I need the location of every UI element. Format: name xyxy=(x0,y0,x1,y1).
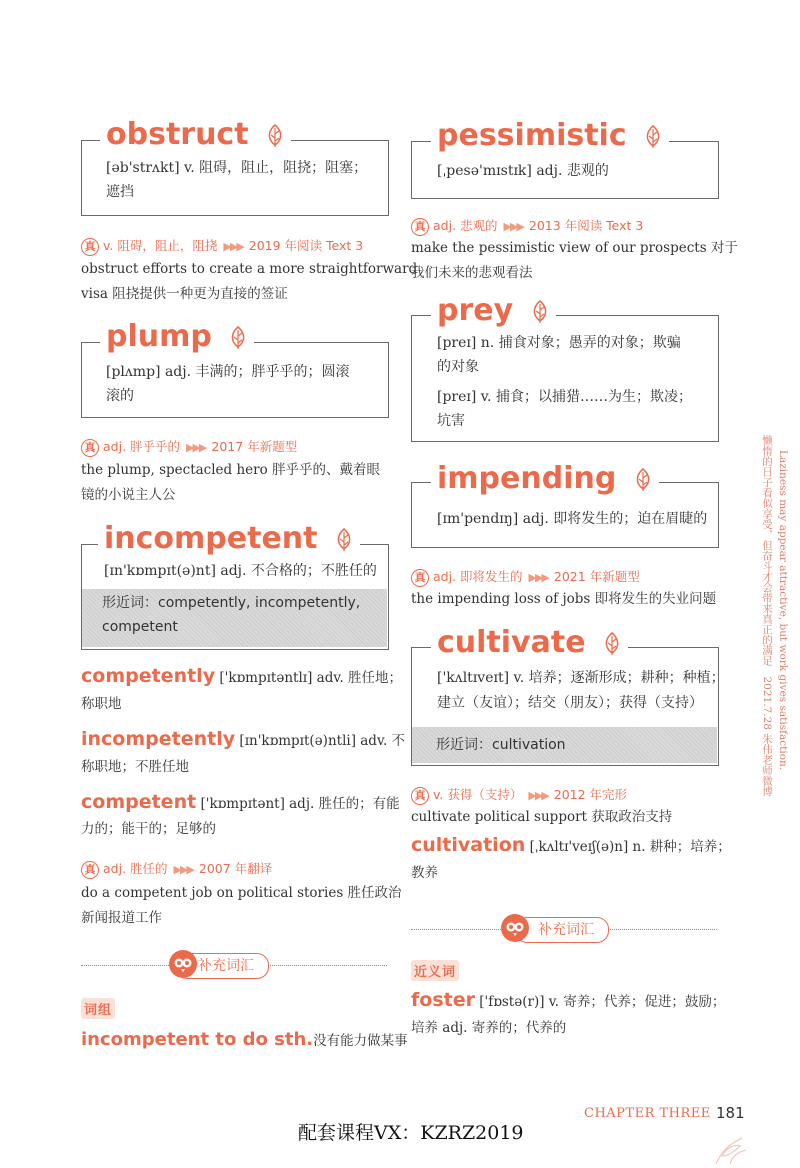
cultivate-headword: cultivate xyxy=(431,628,628,658)
arrow-icon: ▶▶▶ xyxy=(528,789,548,802)
pessimistic-example-1: make the pessimistic view of our prospects 对于 xyxy=(411,240,738,256)
plump-exam-note: 真 adj. 胖乎乎的 ▶▶▶ 2017 年新题型 xyxy=(81,437,297,457)
side-quote-chinese: 懒惰的日子看似享受，但奋斗才会带来真正的满足 2021.7.28 朱伟老师微博 xyxy=(761,435,773,797)
synonym-tag: 近义词 xyxy=(411,960,459,981)
owl-icon xyxy=(169,950,197,978)
zhen-badge-icon: 真 xyxy=(411,787,429,805)
competent-example-2: 新闻报道工作 xyxy=(81,910,162,926)
impending-headword: impending xyxy=(431,464,659,494)
plump-definition-2: 滚的 xyxy=(106,388,134,404)
foster-entry: foster ['fɒstə(r)] v. 寄养；代养；促进；鼓励； xyxy=(411,989,726,1011)
corner-leaf-decoration xyxy=(712,1130,752,1166)
prey-definition-4: 坑害 xyxy=(437,413,465,429)
pessimistic-headword: pessimistic xyxy=(431,121,669,151)
competently-entry: competently ['kɒmpɪtəntlɪ] adv. 胜任地； xyxy=(81,665,402,687)
page-number: 181 xyxy=(716,1104,745,1122)
impending-exam-note: 真 adj. 即将发生的 ▶▶▶ 2021 年新题型 xyxy=(411,567,640,587)
leaf-icon xyxy=(602,632,622,656)
supplement-header-left xyxy=(81,950,387,980)
plump-example-2: 镜的小说主人公 xyxy=(81,487,176,503)
plump-headword: plump xyxy=(100,322,254,352)
zhen-badge-icon: 真 xyxy=(81,861,99,879)
zhen-badge-icon: 真 xyxy=(81,439,99,457)
pessimistic-exam-note: 真 adj. 悲观的 ▶▶▶ 2013 年阅读 Text 3 xyxy=(411,216,643,236)
prey-definition-3: [preɪ] v. 捕食；以捕猎……为生；欺凌； xyxy=(437,389,692,405)
cultivate-definition-1: ['kʌltɪveɪt] v. 培养；逐渐形成；耕种；种植； xyxy=(437,670,725,686)
prey-definition-2: 的对象 xyxy=(437,359,479,375)
leaf-icon xyxy=(265,124,285,148)
impending-example-1: the impending loss of jobs 即将发生的失业问题 xyxy=(411,591,717,607)
arrow-icon: ▶▶▶ xyxy=(223,240,243,253)
zhen-badge-icon: 真 xyxy=(411,569,429,587)
cultivate-exam-note: 真 v. 获得（支持） ▶▶▶ 2012 年完形 xyxy=(411,785,627,805)
incompetent-similar-words: 形近词：competently, incompetently, competent xyxy=(82,589,387,647)
footer-watermark: 配套课程VX：KZRZ2019 xyxy=(298,1122,524,1144)
footer-chapter: CHAPTER THREE xyxy=(584,1106,711,1121)
arrow-icon: ▶▶▶ xyxy=(173,863,193,876)
leaf-icon xyxy=(530,300,550,324)
arrow-icon: ▶▶▶ xyxy=(528,571,548,584)
plump-definition-1: [plʌmp] adj. 丰满的；胖乎乎的；圆滚 xyxy=(106,364,350,380)
owl-icon xyxy=(501,914,529,942)
pessimistic-example-2: 我们未来的悲观看法 xyxy=(411,265,533,281)
obstruct-definition-2: 遮挡 xyxy=(106,184,134,200)
cultivate-definition-2: 建立（友谊）；结交（朋友）；获得（支持） xyxy=(437,695,703,711)
leaf-icon xyxy=(334,528,354,552)
prey-headword: prey xyxy=(431,296,556,326)
supplement-header-right xyxy=(411,914,717,944)
obstruct-example-2: visa 阻挠提供一种更为直接的签证 xyxy=(81,286,288,302)
plump-example-1: the plump, spectacled hero 胖乎乎的、戴着眼 xyxy=(81,462,381,478)
phrase-tag: 词组 xyxy=(81,998,115,1019)
competent-entry: competent ['kɒmpɪtənt] adj. 胜任的；有能 xyxy=(81,791,400,813)
obstruct-example-1: obstruct efforts to create a more straightforward xyxy=(81,261,418,277)
side-quote-english: Laziness may appear attractive, but work gives satisfaction. xyxy=(777,450,789,771)
obstruct-exam-note: 真 v. 阻碍，阻止，阻挠 ▶▶▶ 2019 年阅读 Text 3 xyxy=(81,236,363,256)
supplement-label: 补充词汇 xyxy=(175,953,269,979)
cultivation-entry: cultivation [ˌkʌltɪ'veɪʃ(ə)n] n. 耕种；培养； xyxy=(411,834,731,856)
prey-definition-1: [preɪ] n. 捕食对象；愚弄的对象；欺骗 xyxy=(437,335,681,351)
obstruct-headword: obstruct xyxy=(100,120,291,150)
zhen-badge-icon: 真 xyxy=(411,218,429,236)
cultivate-example-1: cultivate political support 获取政治支持 xyxy=(411,809,673,825)
leaf-icon xyxy=(633,468,653,492)
cultivation-definition-2: 教养 xyxy=(411,865,438,881)
supplement-label: 补充词汇 xyxy=(515,917,609,943)
arrow-icon: ▶▶▶ xyxy=(503,220,523,233)
phrase-entry: incompetent to do sth.没有能力做某事 xyxy=(81,1029,408,1050)
incompetently-entry: incompetently [ɪn'kɒmpɪt(ə)ntli] adv. 不 xyxy=(81,728,406,750)
pessimistic-definition: [ˌpesə'mɪstɪk] adj. 悲观的 xyxy=(437,163,609,179)
zhen-badge-icon: 真 xyxy=(81,238,99,256)
leaf-icon xyxy=(228,326,248,350)
incompetent-headword: incompetent xyxy=(98,524,360,554)
competently-definition-2: 称职地 xyxy=(81,696,122,712)
incompetent-definition: [ɪn'kɒmpɪt(ə)nt] adj. 不合格的；不胜任的 xyxy=(104,563,377,579)
competent-exam-note: 真 adj. 胜任的 ▶▶▶ 2007 年翻译 xyxy=(81,859,272,879)
leaf-icon xyxy=(643,125,663,149)
incompetently-definition-2: 称职地；不胜任地 xyxy=(81,759,189,775)
arrow-icon: ▶▶▶ xyxy=(186,441,206,454)
foster-definition-2: 培养 adj. 寄养的；代养的 xyxy=(411,1020,567,1036)
obstruct-definition-1: [əb'strʌkt] v. 阻碍，阻止，阻挠；阻塞； xyxy=(106,160,368,176)
competent-definition-2: 力的；能干的；足够的 xyxy=(81,821,216,837)
cultivate-similar-words: 形近词：cultivation xyxy=(412,727,717,763)
competent-example-1: do a competent job on political stories 胜任政治 xyxy=(81,885,402,901)
impending-definition: [ɪm'pendɪŋ] adj. 即将发生的；迫在眉睫的 xyxy=(437,511,708,527)
